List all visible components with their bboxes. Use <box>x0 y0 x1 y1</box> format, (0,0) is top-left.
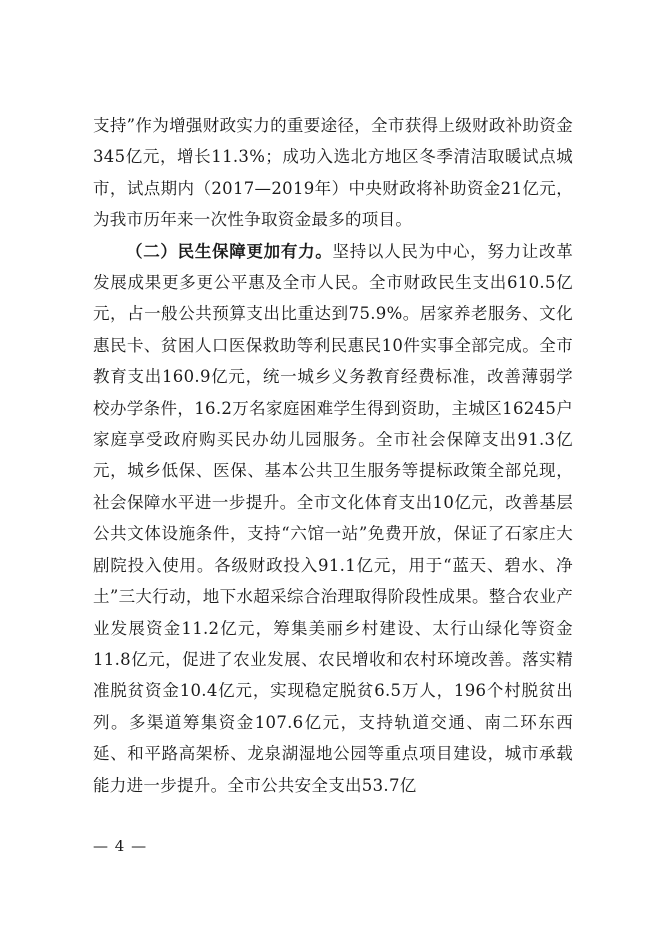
paragraph-fiscal-support: 支持”作为增强财政实力的重要途径，全市获得上级财政补助资金345亿元，增长11.3%；成功入选北方地区冬季清洁取暖试点城市，试点期内（2017—2019年）中央财政将补助资金21亿元，为我市历年来一次性争取资金最多的项目。 <box>93 116 573 230</box>
page-number: — 4 — <box>93 837 148 855</box>
paragraph-livelihood-body: 坚持以人民为中心，努力让改革发展成果更多更公平惠及全市人民。全市财政民生支出610.5亿元，占一般公共预算支出比重达到75.9%。居家养老服务、文化惠民卡、贫困人口医保救助等利民惠民10件实事全部完成。全市教育支出160.9亿元，统一城乡义务教育经费标准，改善薄弱学校办学条件，16.2万名家庭困难学生得到资助，主城区16245户家庭享受政府购买民办幼儿园服务。全市社会保障支出91.3亿元，城乡低保、医保、基本公共卫生服务等提标政策全部兑现，社会保障水平进一步提升。全市文化体育支出10亿元，改善基层公共文体设施条件，支持“六馆一站”免费开放，保证了石家庄大剧院投入使用。各级财政投入91.1亿元，用于“蓝天、碧水、净土”三大行动，地下水超采综合治理取得阶段性成果。整合农业产业发展资金11.2亿元，筹集美丽乡村建设、太行山绿化等资金11.8亿元，促进了农业发展、农民增收和农村环境改善。落实精准脱贫资金10.4亿元，实现稳定脱贫6.5万人，196个村脱贫出列。多渠道筹集资金107.6亿元，支持轨道交通、南二环东西延、和平路高架桥、龙泉湖湿地公园等重点项目建设，城市承载能力进一步提升。全市公共安全支出53.7亿 <box>93 241 573 795</box>
paragraph-livelihood <box>93 236 573 801</box>
section-heading-livelihood: （二）民生保障更加有力。 <box>126 241 333 261</box>
body-text <box>93 110 573 801</box>
